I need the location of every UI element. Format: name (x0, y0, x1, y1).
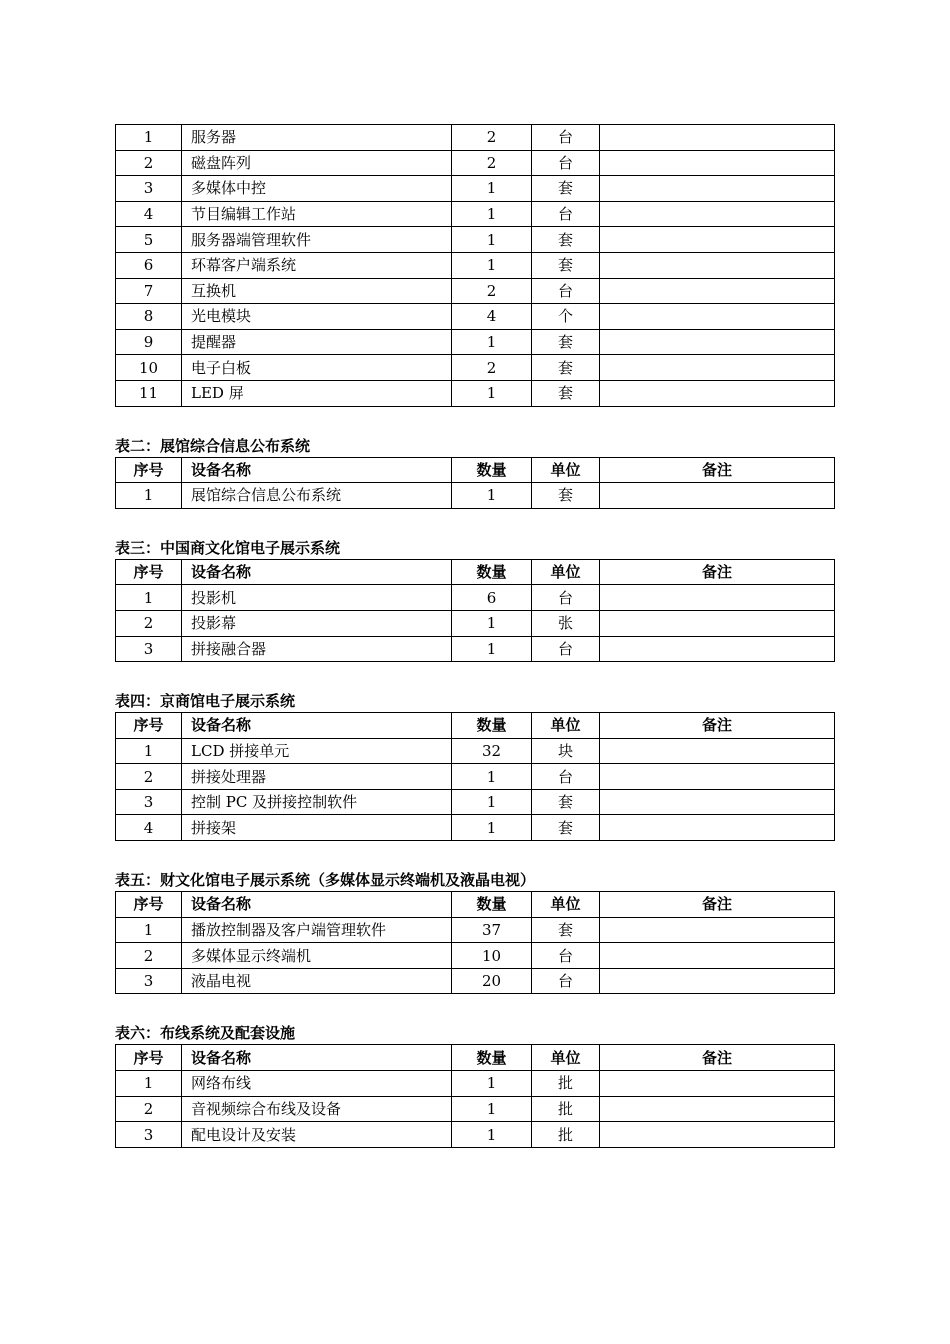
row-qty: 37 (452, 917, 532, 943)
table6-caption: 表六：布线系统及配套设施 (115, 1024, 296, 1043)
header-note: 备注 (600, 713, 835, 739)
header-unit: 单位 (532, 457, 600, 483)
row-qty: 6 (452, 585, 532, 611)
row-name: 投影机 (182, 585, 452, 611)
row-note (600, 636, 835, 662)
row-no: 5 (116, 227, 182, 253)
equipment-table-5 (115, 891, 835, 994)
row-note (600, 483, 835, 509)
row-name: 配电设计及安装 (182, 1122, 452, 1148)
row-no: 3 (116, 176, 182, 202)
row-qty: 1 (452, 227, 532, 253)
row-name: 提醒器 (182, 329, 452, 355)
row-unit: 套 (532, 252, 600, 278)
table-row (116, 227, 835, 253)
row-note (600, 278, 835, 304)
row-qty: 1 (452, 815, 532, 841)
row-no: 10 (116, 355, 182, 381)
row-qty: 2 (452, 150, 532, 176)
row-unit: 台 (532, 943, 600, 969)
spacer (115, 509, 835, 537)
header-name: 设备名称 (182, 457, 452, 483)
equipment-table-3 (115, 559, 835, 662)
row-qty: 1 (452, 1096, 532, 1122)
row-note (600, 789, 835, 815)
row-unit: 套 (532, 789, 600, 815)
header-no: 序号 (116, 559, 182, 585)
row-unit: 套 (532, 329, 600, 355)
table-row (116, 252, 835, 278)
row-qty: 2 (452, 278, 532, 304)
row-name: 液晶电视 (182, 968, 452, 994)
row-no: 8 (116, 304, 182, 330)
table-row (116, 329, 835, 355)
row-unit: 套 (532, 227, 600, 253)
row-no: 1 (116, 125, 182, 151)
row-no: 4 (116, 201, 182, 227)
row-note (600, 610, 835, 636)
header-name: 设备名称 (182, 892, 452, 918)
row-name: 拼接处理器 (182, 764, 452, 790)
row-no: 3 (116, 968, 182, 994)
row-unit: 套 (532, 917, 600, 943)
row-no: 2 (116, 764, 182, 790)
equipment-table-1 (115, 124, 835, 407)
row-note (600, 150, 835, 176)
row-no: 11 (116, 380, 182, 406)
row-note (600, 201, 835, 227)
row-note (600, 1096, 835, 1122)
row-name: 服务器 (182, 125, 452, 151)
header-name: 设备名称 (182, 559, 452, 585)
row-qty: 1 (452, 201, 532, 227)
row-unit: 套 (532, 380, 600, 406)
row-unit: 批 (532, 1071, 600, 1097)
row-no: 2 (116, 610, 182, 636)
row-unit: 台 (532, 278, 600, 304)
row-note (600, 176, 835, 202)
row-note (600, 1071, 835, 1097)
row-note (600, 585, 835, 611)
row-no: 1 (116, 483, 182, 509)
row-note (600, 738, 835, 764)
row-name: 电子白板 (182, 355, 452, 381)
equipment-table-6 (115, 1044, 835, 1147)
spacer (115, 994, 835, 1022)
row-unit: 台 (532, 585, 600, 611)
spacer (115, 407, 835, 435)
header-qty: 数量 (452, 1045, 532, 1071)
header-note: 备注 (600, 1045, 835, 1071)
header-qty: 数量 (452, 892, 532, 918)
table-row (116, 789, 835, 815)
table-header-row (116, 559, 835, 585)
row-note (600, 304, 835, 330)
table-row (116, 1071, 835, 1097)
table-header-row (116, 457, 835, 483)
row-name: 拼接架 (182, 815, 452, 841)
row-name: 节目编辑工作站 (182, 201, 452, 227)
row-qty: 32 (452, 738, 532, 764)
equipment-table-2 (115, 457, 835, 509)
row-unit: 套 (532, 355, 600, 381)
row-qty: 1 (452, 252, 532, 278)
row-no: 1 (116, 917, 182, 943)
header-no: 序号 (116, 1045, 182, 1071)
row-qty: 1 (452, 380, 532, 406)
row-unit: 套 (532, 815, 600, 841)
row-name: 环幕客户端系统 (182, 252, 452, 278)
table-row (116, 355, 835, 381)
row-name: 多媒体显示终端机 (182, 943, 452, 969)
row-note (600, 968, 835, 994)
table-row (116, 1096, 835, 1122)
header-note: 备注 (600, 892, 835, 918)
row-no: 3 (116, 1122, 182, 1148)
row-note (600, 943, 835, 969)
table-row (116, 610, 835, 636)
row-note (600, 917, 835, 943)
table-row (116, 636, 835, 662)
table-header-row (116, 892, 835, 918)
row-unit: 套 (532, 483, 600, 509)
table2-caption: 表二：展馆综合信息公布系统 (115, 436, 311, 455)
header-unit: 单位 (532, 1045, 600, 1071)
row-unit: 批 (532, 1122, 600, 1148)
table-row (116, 125, 835, 151)
header-qty: 数量 (452, 559, 532, 585)
row-note (600, 252, 835, 278)
row-name: 播放控制器及客户端管理软件 (182, 917, 452, 943)
row-qty: 1 (452, 610, 532, 636)
row-no: 1 (116, 585, 182, 611)
row-no: 2 (116, 943, 182, 969)
row-name: 音视频综合布线及设备 (182, 1096, 452, 1122)
row-unit: 台 (532, 150, 600, 176)
table-header-row (116, 713, 835, 739)
row-name: LCD 拼接单元 (182, 738, 452, 764)
row-unit: 台 (532, 201, 600, 227)
table-row (116, 968, 835, 994)
row-qty: 2 (452, 355, 532, 381)
header-no: 序号 (116, 892, 182, 918)
row-name: 展馆综合信息公布系统 (182, 483, 452, 509)
row-name: 服务器端管理软件 (182, 227, 452, 253)
row-note (600, 227, 835, 253)
row-unit: 个 (532, 304, 600, 330)
table5-caption: 表五：财文化馆电子展示系统（多媒体显示终端机及液晶电视） (115, 871, 536, 890)
row-qty: 1 (452, 1122, 532, 1148)
row-no: 2 (116, 150, 182, 176)
header-note: 备注 (600, 457, 835, 483)
row-no: 4 (116, 815, 182, 841)
table-row (116, 585, 835, 611)
row-unit: 台 (532, 125, 600, 151)
row-qty: 1 (452, 636, 532, 662)
row-unit: 台 (532, 636, 600, 662)
spacer (115, 841, 835, 869)
table-row (116, 815, 835, 841)
row-name: 拼接融合器 (182, 636, 452, 662)
row-qty: 1 (452, 789, 532, 815)
row-qty: 1 (452, 329, 532, 355)
row-no: 6 (116, 252, 182, 278)
table-row (116, 917, 835, 943)
row-note (600, 380, 835, 406)
row-name: 网络布线 (182, 1071, 452, 1097)
row-qty: 1 (452, 176, 532, 202)
row-unit: 套 (532, 176, 600, 202)
table-row (116, 176, 835, 202)
header-qty: 数量 (452, 457, 532, 483)
header-name: 设备名称 (182, 713, 452, 739)
equipment-table-4 (115, 712, 835, 841)
row-qty: 1 (452, 483, 532, 509)
row-qty: 4 (452, 304, 532, 330)
row-qty: 1 (452, 764, 532, 790)
row-note (600, 355, 835, 381)
table-row (116, 483, 835, 509)
header-qty: 数量 (452, 713, 532, 739)
table-row (116, 150, 835, 176)
row-unit: 批 (532, 1096, 600, 1122)
row-unit: 台 (532, 764, 600, 790)
header-unit: 单位 (532, 713, 600, 739)
table-row (116, 278, 835, 304)
table-row (116, 738, 835, 764)
row-qty: 10 (452, 943, 532, 969)
row-unit: 块 (532, 738, 600, 764)
table3-caption: 表三：中国商文化馆电子展示系统 (115, 538, 341, 557)
header-unit: 单位 (532, 559, 600, 585)
row-name: 多媒体中控 (182, 176, 452, 202)
spacer (115, 662, 835, 690)
row-name: LED 屏 (182, 380, 452, 406)
table-row (116, 304, 835, 330)
row-qty: 20 (452, 968, 532, 994)
table1-body (116, 125, 835, 407)
row-no: 1 (116, 1071, 182, 1097)
row-unit: 张 (532, 610, 600, 636)
header-note: 备注 (600, 559, 835, 585)
table-row (116, 943, 835, 969)
row-no: 3 (116, 789, 182, 815)
row-qty: 2 (452, 125, 532, 151)
row-note (600, 125, 835, 151)
header-no: 序号 (116, 713, 182, 739)
row-no: 3 (116, 636, 182, 662)
row-qty: 1 (452, 1071, 532, 1097)
row-name: 光电模块 (182, 304, 452, 330)
row-name: 磁盘阵列 (182, 150, 452, 176)
table-header-row (116, 1045, 835, 1071)
table-row (116, 201, 835, 227)
row-note (600, 815, 835, 841)
row-no: 9 (116, 329, 182, 355)
header-no: 序号 (116, 457, 182, 483)
row-name: 互换机 (182, 278, 452, 304)
table-row (116, 380, 835, 406)
header-unit: 单位 (532, 892, 600, 918)
row-no: 1 (116, 738, 182, 764)
table-row (116, 764, 835, 790)
header-name: 设备名称 (182, 1045, 452, 1071)
row-note (600, 764, 835, 790)
table-row (116, 1122, 835, 1148)
row-no: 2 (116, 1096, 182, 1122)
row-note (600, 1122, 835, 1148)
row-name: 投影幕 (182, 610, 452, 636)
row-name: 控制 PC 及拼接控制软件 (182, 789, 452, 815)
table4-caption: 表四：京商馆电子展示系统 (115, 692, 296, 711)
row-unit: 台 (532, 968, 600, 994)
row-note (600, 329, 835, 355)
document-page (115, 124, 835, 1148)
row-no: 7 (116, 278, 182, 304)
